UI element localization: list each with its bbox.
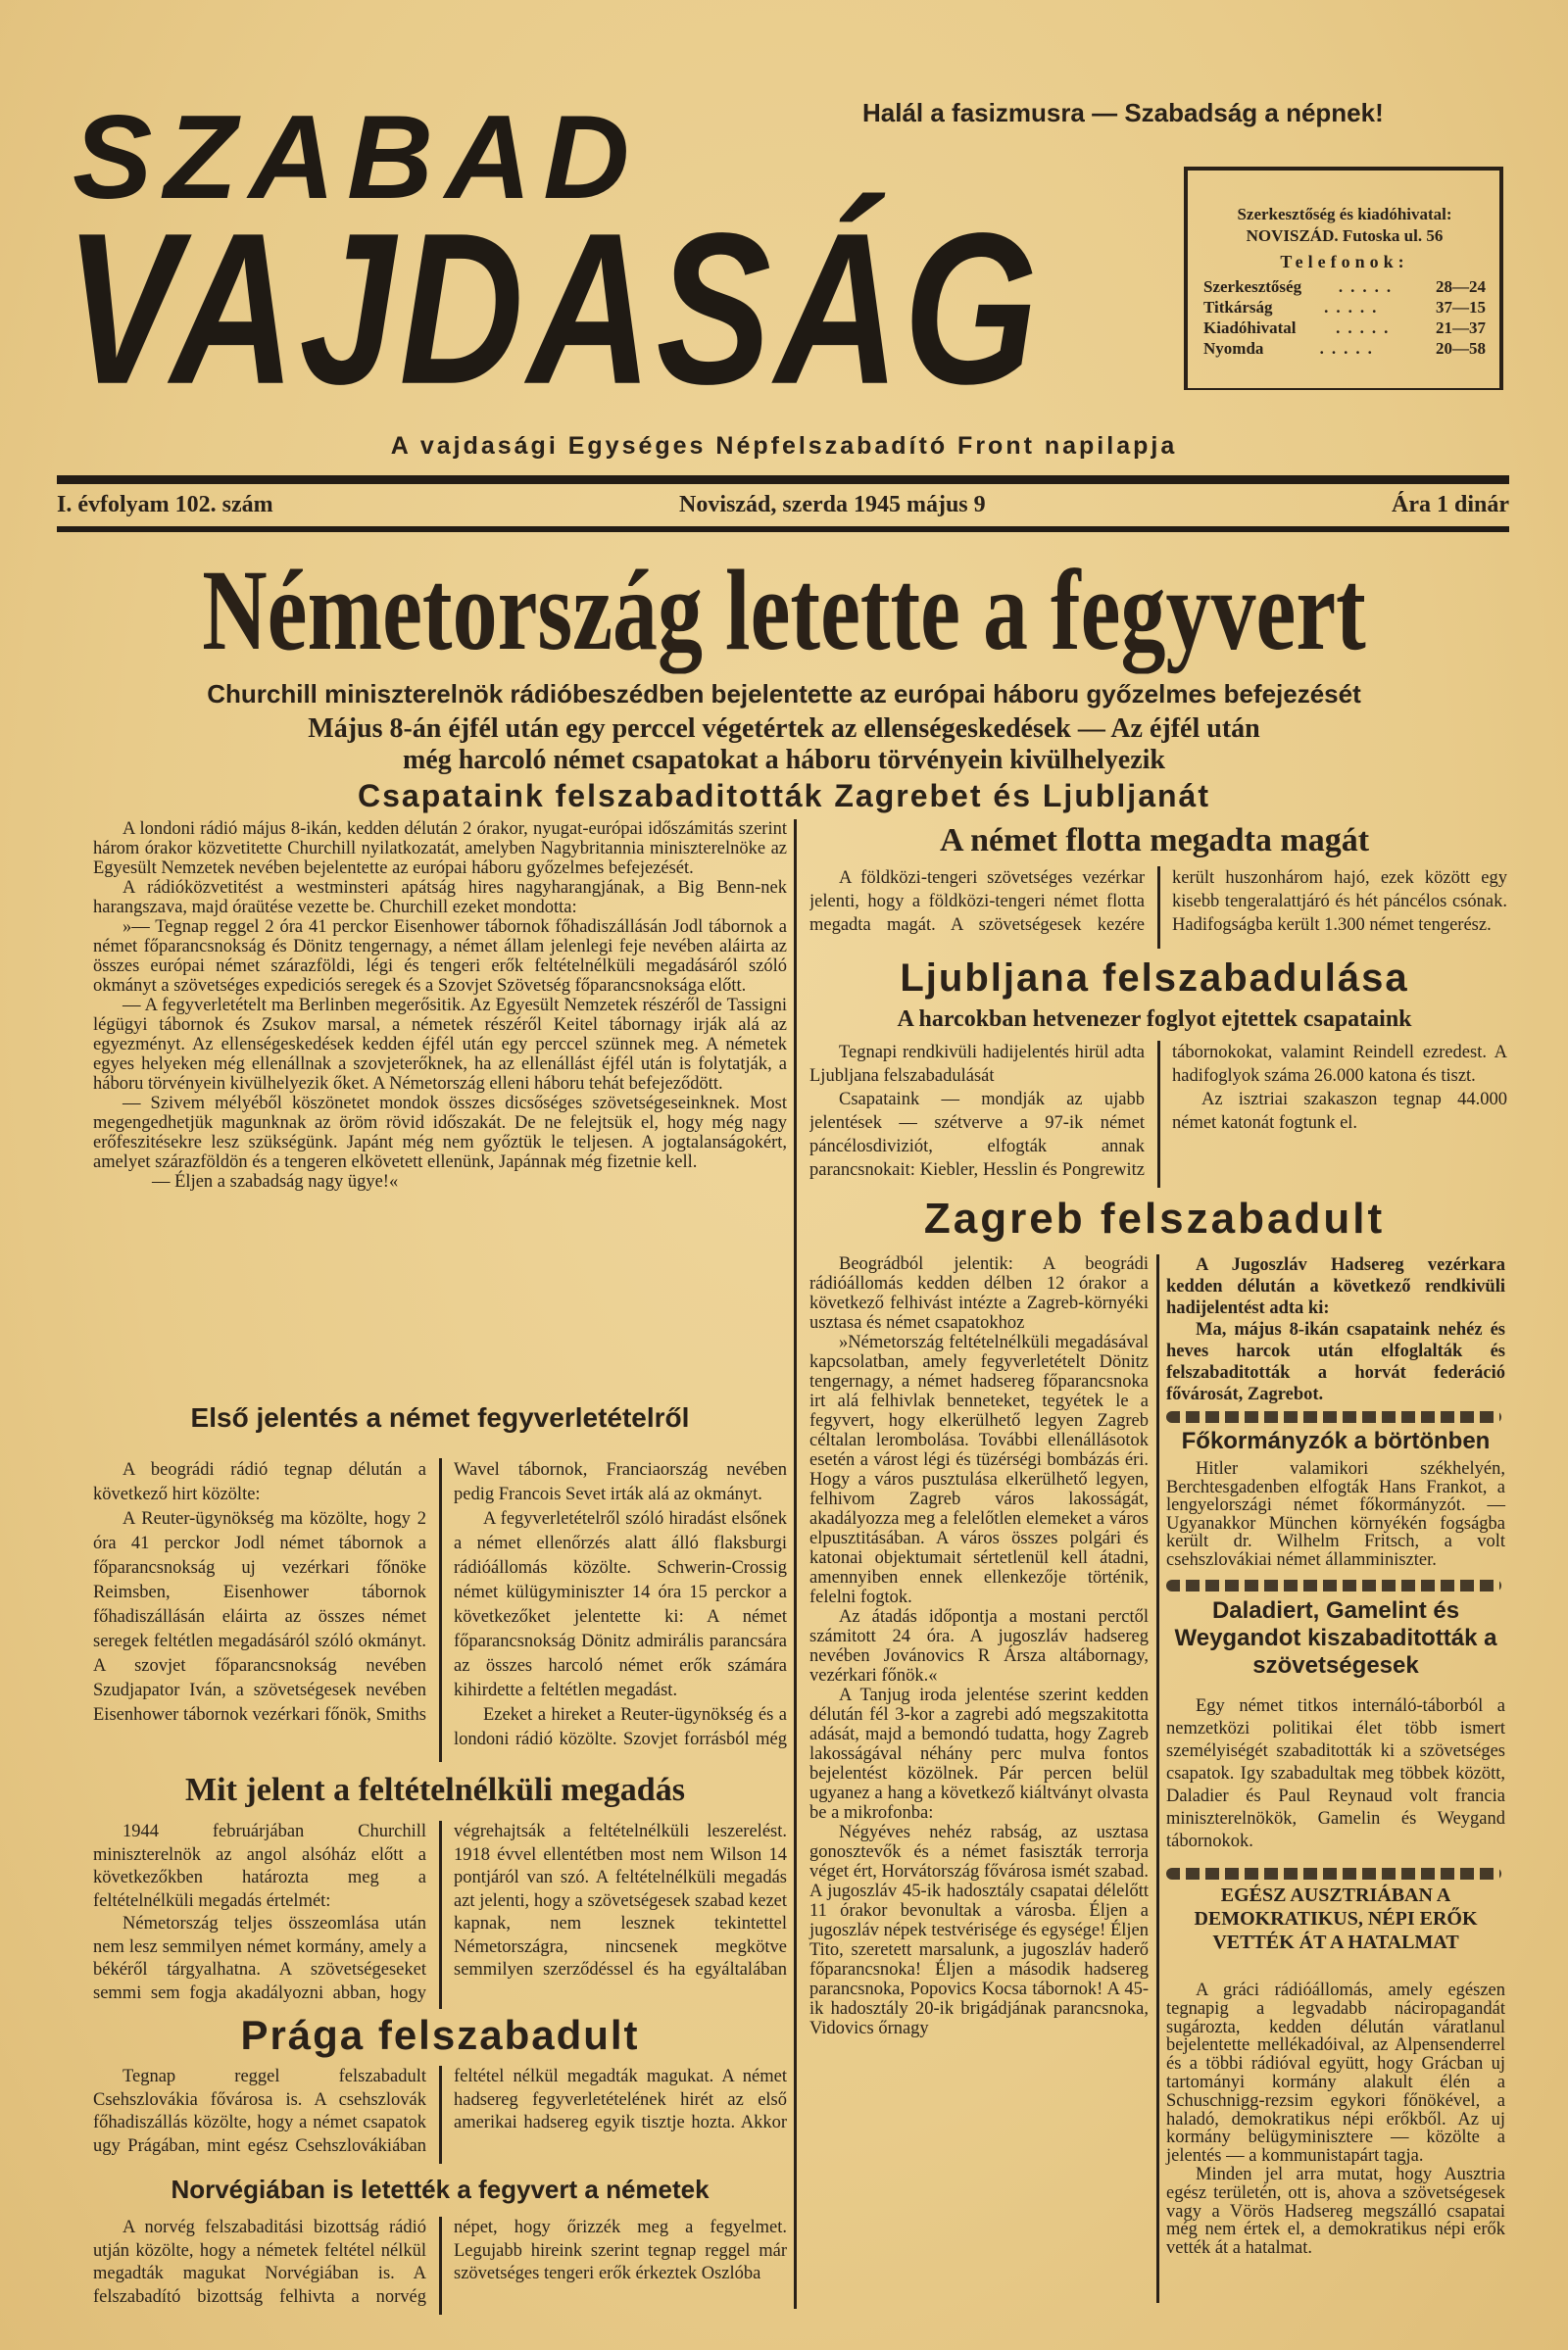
ljubljana-body [809, 1041, 1507, 1188]
paragraph: Ezeket a hireket a Reuter-ügynökség és a londoni rádió közölte. Szovjet forrásból még [454, 1705, 787, 1749]
ornamental-divider [1166, 1868, 1501, 1880]
paragraph: Hitler valamikori székhelyén, Berchtesgadenben elfogták Hans Frankot, a lengyelországi német főkormányzót. — Ugyanakkor München környékén fogságba került dr. Wilhelm Fritsch, a volt csehszlovákiai német államminiszter. [1166, 1459, 1505, 1570]
paragraph: »Németország feltételnélküli megadásával kapcsolatban, amely fegyverletételt Dönitz tengernagy, a német hadsereg főparancsnoka irt alá felhivlak benneteket, tegyétek le a fegyvert, hogy elkerülhető legyen Zagreb céltalan lerombolása. További ellenállásotok esetén a várost légi és tüzérségi bombázás éri. Hogy a város pusztulása elkerülhető legyen, felhivom Zagreb város lakosságát, akadályozza meg a felelőtlen elemeket a város elpusztitásában. A város összes polgári és katonai objektumait sértetlenül kell átadni, amennyiben ennek ellenkezője történik, felelni fogtok. [809, 1333, 1149, 1607]
phones-label: Telefonok: [1280, 252, 1409, 271]
governors-headline [1166, 1427, 1505, 1456]
paragraph: »— Tegnap reggel 2 óra 41 perckor Eisenhower tábornok főhadiszállásán Jodl tábornok a német főparancsnokság és Dönitz tengernagy, a német állam jelenlegi feje nevében aláirta az összes európai német szárazföldi, légi és tengeri erők feltételnélküli megadásáról szóló okmányt a szövetséges expediciós seregek és a Szovjet Szövetség főparancsnoksága előtt. [93, 917, 787, 996]
paragraph: — Éljen a szabadság nagy ügye!« [152, 1172, 399, 1192]
lead-headline-text: Németország letette a fegyvert [202, 545, 1366, 674]
phone-number: 37—15 [1436, 298, 1486, 317]
paragraph: 1944 februárjában Churchill miniszterelnök az angol alsóház előtt a következőkben határozta meg a feltételnélküli megadás értelmét: [93, 1822, 426, 1911]
masthead-title-line2: VAJDASÁG [65, 189, 1042, 430]
fleet-body [809, 866, 1507, 949]
zagreb-headline [802, 1192, 1507, 1247]
masthead-slogan: Halál a fasizmusra — Szabadság a népnek! [862, 98, 1384, 127]
issue-number: I. évfolyam 102. szám [57, 492, 273, 517]
office-label: Szerkesztőség és kiadóhivatal: [1237, 205, 1452, 223]
headline-text: Első jelentés a német fegyverletételről [190, 1402, 690, 1433]
phone-row: Titkárság ..... 37—15 [1203, 298, 1486, 317]
paragraph: A fegyverletételről szóló hiradást elsőnek a német ellenőrzés alatt álló flaksburgi rádióállomás közölte. Schwerin-Crossig német külügyminiszter 14 óra 15 perckor a következőket jelentette ki: A német főparancsnokság Dönitz admirális parancsára az összes harcoló német erők számára kihirdette a feltétlen megadást. [454, 1509, 787, 1700]
column-rule [1156, 1254, 1159, 2303]
ljubljana-headline [802, 955, 1507, 1002]
phone-label: Szerkesztőség [1203, 277, 1302, 296]
subheadline-text: A harcokban hetvenezer foglyot ejtettek csapataink [897, 1006, 1412, 1032]
masthead-subtitle: A vajdasági Egységes Népfelszabadító Front napilapja [390, 432, 1178, 460]
dateline [57, 490, 1509, 519]
paragraph: A Jugoszláv Hadsereg vezérkara kedden délután a következő rendkivüli hadijelentést adta ki: [1166, 1255, 1505, 1318]
lead-deck-2 [39, 713, 1529, 745]
paragraph: A norvég felszabaditási bizottság rádió utján közölte, hogy a németek feltétel nélkül megadták magukat Norvégiában is. A felszabadító bizottság felhivta a norvég népet, hogy őrizzék meg a fegyelmet. Legujabb hireink szerint tegnap reggel már szövetséges tengeri erők érkeztek Oszlóba [93, 2218, 787, 2307]
daladier-body [1166, 1695, 1505, 1853]
paragraph: A földközi-tengeri szövetséges vezérkar jelenti, hogy a földközi-tengeri német flotta megadta magát. A szövetségesek kezére került huszonhárom hajó, ezek között egy kisebb tengeralattjáró és hét páncélos csónak. Hadifogságba került 1.300 német tengerész. [809, 868, 1507, 935]
paragraph: Az átadás időpontja a mostani perctől számitott 24 óra. A jugoszláv hadsereg nevében Jovánovics R Ársza altábornagy, vezérkari főnök.« [809, 1607, 1149, 1686]
headline-text: Főkormányzók a börtönben [1181, 1428, 1491, 1454]
paragraph: Csapataink — mondják az ujabb jelentések — szétverve a 97-ik német páncélosdiviziót, elfogták annak parancsnokait: Kiebler, Hesslin és Pongrewitz tábornokokat, valamint Reindell ezredest. A hadifoglyok száma 26.000 katona és tiszt. [809, 1043, 1507, 1180]
headline-text: Prága felszabadult [240, 2012, 640, 2058]
phone-label: Nyomda [1203, 339, 1264, 358]
divider [57, 526, 1509, 532]
headline-text: Daladiert, Gamelint és Weygandot kiszabaditották a szövetségesek [1174, 1597, 1497, 1679]
fleet-headline [802, 819, 1507, 862]
austria-body [1166, 1982, 1505, 2258]
paragraph: A Reuter-ügynökség ma közölte, hogy 2 óra 41 perckor Jodl német tábornok a főparancsnokság uj vezérkari főnöke Reimsben, Eisenhower tábornok főhadiszállásán eláirta az összes német seregek feltétlen megadásáról szóló okmányt. A szovjet főparancsnokság nevében Szudjapator Iván, a szövetségesek nevében Eisenhower tábornok vezérkari főnök, Smiths Wavel tábornok, Franciaország nevében pedig Francois Sevet irták alá az okmányt. [93, 1460, 787, 1725]
first-report-body [93, 1458, 787, 1762]
norway-body [93, 2217, 787, 2315]
phone-number: 20—58 [1436, 339, 1486, 358]
paragraph: A londoni rádió május 8-ikán, kedden délután 2 órakor, nyugat-európai időszámitás szerint három órakor közvetitette Churchill nyilatkozatát, amelyben Nagybritannia miniszterelnöke az Egyesült Nemzetek nevében bejelentette az európai háboru győzelmes befejezését. [93, 819, 787, 878]
phone-row: Kiadóhivatal ..... 21—37 [1203, 318, 1486, 337]
unconditional-body [93, 1821, 787, 2009]
lead-deck-3 [39, 745, 1529, 776]
phone-number: 28—24 [1436, 277, 1486, 296]
zagreb-bulletin [1166, 1254, 1505, 1405]
phone-number: 21—37 [1436, 318, 1486, 337]
paragraph: Ma, május 8-ikán csapataink nehéz és heves harcok után elfoglalták és felszabaditották a horvát federáció fővárosát, Zagrebot. [1166, 1320, 1505, 1404]
ornamental-divider [1166, 1411, 1501, 1423]
paragraph: A beográdi rádió tegnap délután a következő hirt közölte: [93, 1460, 426, 1504]
paragraph: Az isztriai szakaszon tegnap 44.000 német katonát fogtunk el. [1172, 1090, 1507, 1133]
unconditional-headline [83, 1770, 787, 1811]
deck-text: Churchill miniszterelnök rádióbeszédben bejelentette az európai háboru győzelmes befejezését [207, 679, 1361, 709]
paragraph: Négyéves nehéz rabság, az usztasa gonosztevők és a német fasiszták terrorja véget ért, Horvátország fővárosa ismét szabad. A jugoszláv 45-ik hadosztály csapatai délelőtt 11 órakor bevonultak a városba. Éljen a jugoszláv népek testvérisége és egysége! Éljen Tito, szeretett marsalunk, a jugoszláv haderő főparancsnoka! Éljen a második hadsereg parancsnoka, Popovics Kocsa tábornok! A 45-ik hadosztály 20-ik brigádjának parancsnoka, Vidovics őrnagy [809, 1823, 1149, 2038]
deck-text: Május 8-án éjfél után egy perccel végetértek az ellenségeskedések — Az éjfél után [308, 713, 1260, 744]
first-report-headline [93, 1401, 787, 1435]
column-rule [794, 819, 797, 2309]
headline-text: Ljubljana felszabadulása [900, 956, 1409, 1000]
prague-body [93, 2066, 787, 2164]
norway-headline [93, 2172, 787, 2207]
headline-text: Mit jelent a feltételnélküli megadás [185, 1772, 685, 1808]
office-address: NOVISZÁD. Futoska ul. 56 [1246, 226, 1444, 245]
editorial-info-box [1184, 167, 1503, 390]
deck-text: Csapataink felszabaditották Zagrebet és Ljubljanát [358, 778, 1210, 813]
headline-text: A német flotta megadta magát [939, 822, 1370, 858]
lead-article-body [93, 819, 787, 1192]
paragraph: A rádióközvetitést a westminsteri apátság hires nagyharangjának, a Big Benn-nek harangszava, majd óraütése vezette be. Churchill ezeket mondotta: [93, 878, 787, 917]
paragraph: Tegnapi rendkivüli hadijelentés hirül adta Ljubljana felszabadulását [809, 1043, 1145, 1086]
deck-text: még harcoló német csapatokat a háboru törvényein kivülhelyezik [402, 745, 1165, 775]
prague-headline [93, 2011, 787, 2060]
divider [57, 475, 1509, 484]
paragraph: — Szivem mélyéből köszönetet mondok összes dicsőséges szövetségeseinknek. Most megengedhetjük magunknak az öröm rövid időszakát. De ne felejtsük el, hogy még nagy erőfeszitésekre lesz szükségünk. Japánt még nem győztük le teljesen. A jogtalanságokért, amelyet szárazföldön és a tengeren elkövetett ellenünk, Japánnak még fizetnie kell. [93, 1094, 787, 1172]
paragraph: Egy német titkos internáló-táborból a nemzetközi politikai élet több ismert személyiségét szabaditották ki a szövetséges csapatok. Igy szabadultak meg többek között, Daladier és Paul Reynaud volt francia miniszterelnökök, Gamelin és Weygand tábornokok. [1166, 1696, 1505, 1851]
paragraph: Beográdból jelentik: A beográdi rádióállomás kedden délben 12 órakor a következő felhivást intézte a Zagreb-környéki usztasa és német csapatokhoz [809, 1254, 1149, 1333]
phone-label: Titkárság [1203, 298, 1273, 317]
daladier-headline [1166, 1597, 1505, 1680]
headline-text: Zagreb felszabadult [923, 1195, 1386, 1243]
austria-headline: EGÉSZ AUSZTRIÁBAN A DEMOKRATIKUS, NÉPI ERŐK VETTÉK ÁT A HATALMAT [1194, 1885, 1478, 1953]
paragraph: Tegnap reggel felszabadult Csehszlovákia fővárosa is. A csehszlovák főhadiszállás közölte, hogy a német csapatok ugy Prágában, mint egész Csehszlovákiában feltétel nélkül megadták magukat. A német hadsereg fegyverletételének hirét az első amerikai hadsereg egyik tisztje hozta. Akkor [93, 2067, 787, 2156]
headline-text: Norvégiában is letették a fegyvert a németek [171, 2175, 710, 2204]
ljubljana-subheadline [802, 1004, 1507, 1035]
lead-deck-1 [39, 676, 1529, 711]
paragraph: A Tanjug iroda jelentése szerint kedden délután fél 3-kor a zagrebi adó megszakitotta adását, majd a bemondó tudatta, hogy Zagreb lakosságával néhány perc mulva fontos bejelentést közölnek. Pár percen belül ugyanez a hang a következő kiáltványt olvasta be a mikrofonba: [809, 1686, 1149, 1823]
phone-row: Szerkesztőség ..... 28—24 [1203, 277, 1486, 296]
issue-price: Ára 1 dinár [1391, 492, 1509, 517]
paragraph: — A fegyverletételt ma Berlinben megerősitik. Az Egyesült Nemzetek részéről de Tassigni légügyi tábornok és Zsukov marsal, a németek részéről Keitel tábornagy irják alá az egyezményt. Az ellenségeskedések kedden éjfél után egy perccel szünnek meg. A németek egyes helyeken még ellenállnak a szovjeterőknek, ha az ellenállást éjfél után is folytatják, a háboru törvényein kivülhelyezik őket. A Németország elleni háboru tehát befejeződött. [93, 996, 787, 1094]
governors-body [1166, 1460, 1505, 1569]
lead-headline [59, 545, 1509, 674]
ornamental-divider [1166, 1580, 1501, 1591]
lead-deck-4 [39, 776, 1529, 815]
masthead-title-line1: SZABAD [73, 90, 642, 223]
issue-date: Noviszád, szerda 1945 május 9 [678, 492, 986, 517]
phone-label: Kiadóhivatal [1203, 318, 1297, 337]
paragraph: A gráci rádióállomás, amely egészen tegnapig a legvadabb náciropagandát sugározta, kedden délután váratlanul bejelentette mellékadóival, az Alpensenderrel és a többi rádióval együtt, hogy Grácban uj tartományi kormány alakult élén a Schuschnigg-rezsim egykori főnökével, a haladó, demokratikus népi erőkből. Az uj kormány belügyminisztere — közölte a jelentés — a kommunistapárt tagja. [1166, 1981, 1505, 2167]
paragraph: Minden jel arra mutat, hogy Ausztria egész területén, ott is, ahova a szövetségesek vagy a Vörös Hadsereg megszálló csapatai még nem értek el, a demokratikus népi erők vették át a hatalmat. [1166, 2164, 1505, 2259]
phone-row: Nyomda ..... 20—58 [1203, 339, 1486, 358]
paragraph: Németország teljes összeomlása után nem lesz semmilyen német kormány, amely a békéről tárgyalhatna. A szövetségeseket semmi sem fogja akadályozni abban, hogy végrehajtsák a feltételnélküli leszerelést. 1918 évvel ellentétben most nem Wilson 14 pontjáról van szó. A feltételnélküli megadás azt jelenti, hogy a szövetségesek szabad kezet kapnak, nem lesznek tekintettel Németországra, nincsenek megkötve semmilyen szerződéssel és ha egyáltalában [93, 1822, 787, 2003]
zagreb-body [809, 1254, 1149, 2038]
